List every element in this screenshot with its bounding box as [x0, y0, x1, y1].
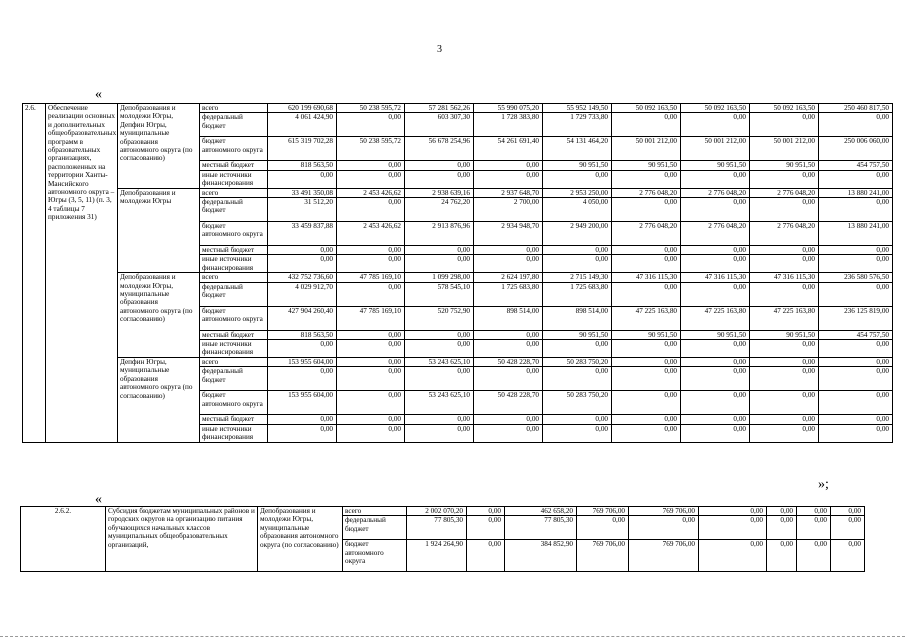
amount-cell: 0,00 — [337, 170, 405, 188]
amount-cell: 0,00 — [268, 246, 337, 255]
amount-cell: 53 243 625,10 — [405, 357, 474, 366]
amount-cell: 0,00 — [405, 161, 474, 170]
table-row — [21, 507, 905, 516]
amount-cell: 0,00 — [543, 415, 612, 424]
amount-cell: 0,00 — [681, 198, 750, 222]
amount-cell: 0,00 — [699, 507, 767, 516]
amount-cell: 0,00 — [819, 170, 893, 188]
amount-cell: 50 283 750,20 — [543, 357, 612, 366]
amount-cell: 1 725 683,80 — [474, 282, 543, 306]
amount-cell: 250 460 817,50 — [819, 104, 893, 113]
amount-cell: 0,00 — [405, 330, 474, 339]
amount-cell: 2 776 048,20 — [612, 222, 681, 246]
amount-cell: 0,00 — [681, 340, 750, 358]
amount-cell: 0,00 — [612, 198, 681, 222]
amount-cell: 0,00 — [337, 415, 405, 424]
amount-cell: 4 050,00 — [543, 198, 612, 222]
amount-cell: 0,00 — [268, 170, 337, 188]
amount-cell: 2 453 426,62 — [337, 188, 405, 197]
amount-cell: 0,00 — [612, 391, 681, 415]
amount-cell: 47 785 169,10 — [337, 273, 405, 282]
amount-cell: 0,00 — [337, 367, 405, 391]
amount-cell: 50 238 595,72 — [337, 104, 405, 113]
amount-cell: 4 061 424,90 — [268, 113, 337, 137]
amount-cell: 0,00 — [405, 367, 474, 391]
amount-cell: 0,00 — [797, 516, 831, 540]
amount-cell: 0,00 — [543, 255, 612, 273]
executor-cell: Депобразования и молодежи Югры, муниципальные образования автономного округа (по согласованию) — [118, 273, 200, 358]
amount-cell: 2 453 426,62 — [337, 222, 405, 246]
funding-source: иные источники финансирования — [200, 170, 268, 188]
funding-source: иные источники финансирования — [200, 424, 268, 442]
amount-cell: 50 092 163,50 — [681, 104, 750, 113]
table-row — [23, 273, 893, 282]
funding-source: местный бюджет — [200, 246, 268, 255]
amount-cell: 427 904 260,40 — [268, 306, 337, 330]
amount-cell: 620 199 690,68 — [268, 104, 337, 113]
amount-cell: 0,00 — [750, 170, 819, 188]
page-number: 3 — [437, 44, 442, 55]
amount-cell: 90 951,50 — [543, 330, 612, 339]
amount-cell: 54 131 464,20 — [543, 137, 612, 161]
amount-cell: 0,00 — [474, 330, 543, 339]
amount-cell: 0,00 — [405, 255, 474, 273]
amount-cell: 55 990 075,20 — [474, 104, 543, 113]
amount-cell: 0,00 — [405, 246, 474, 255]
amount-cell: 0,00 — [819, 424, 893, 442]
amount-cell: 0,00 — [268, 255, 337, 273]
amount-cell: 47 316 115,30 — [681, 273, 750, 282]
amount-cell: 0,00 — [767, 540, 797, 572]
amount-cell: 0,00 — [337, 255, 405, 273]
amount-cell: 0,00 — [819, 415, 893, 424]
amount-cell: 0,00 — [831, 516, 865, 540]
amount-cell: 0,00 — [767, 507, 797, 516]
amount-cell: 0,00 — [629, 516, 699, 540]
amount-cell: 0,00 — [612, 246, 681, 255]
amount-cell: 153 955 604,00 — [268, 391, 337, 415]
amount-cell: 454 757,50 — [819, 161, 893, 170]
opening-quote: « — [95, 87, 102, 102]
amount-cell: 153 955 604,00 — [268, 357, 337, 366]
amount-cell: 1 728 383,80 — [474, 113, 543, 137]
amount-cell: 0,00 — [750, 255, 819, 273]
amount-cell: 0,00 — [750, 357, 819, 366]
amount-cell: 2 624 197,80 — [474, 273, 543, 282]
funding-source: бюджет автономного округа — [200, 222, 268, 246]
amount-cell: 47 316 115,30 — [750, 273, 819, 282]
amount-cell: 0,00 — [467, 516, 505, 540]
amount-cell: 0,00 — [699, 516, 767, 540]
funding-source: федеральный бюджет — [343, 516, 407, 540]
amount-cell: 0,00 — [681, 415, 750, 424]
amount-cell: 0,00 — [612, 170, 681, 188]
amount-cell: 0,00 — [797, 540, 831, 572]
amount-cell: 50 001 212,00 — [750, 137, 819, 161]
amount-cell: 2 913 876,96 — [405, 222, 474, 246]
amount-cell: 0,00 — [750, 415, 819, 424]
amount-cell: 2 776 048,20 — [612, 188, 681, 197]
amount-cell: 90 951,50 — [750, 330, 819, 339]
amount-cell: 50 001 212,00 — [612, 137, 681, 161]
amount-cell: 0,00 — [819, 340, 893, 358]
amount-cell: 90 951,50 — [681, 330, 750, 339]
amount-cell: 0,00 — [337, 330, 405, 339]
amount-cell: 1 725 683,80 — [543, 282, 612, 306]
amount-cell: 2 776 048,20 — [681, 188, 750, 197]
amount-cell: 50 001 212,00 — [681, 137, 750, 161]
executor-cell: Депобразования и молодежи Югры — [118, 188, 200, 273]
amount-cell: 0,00 — [819, 246, 893, 255]
amount-cell: 0,00 — [337, 282, 405, 306]
amount-cell: 520 752,90 — [405, 306, 474, 330]
amount-cell: 615 319 702,28 — [268, 137, 337, 161]
amount-cell: 2 776 048,20 — [750, 188, 819, 197]
amount-cell: 0,00 — [337, 161, 405, 170]
amount-cell: 0,00 — [612, 357, 681, 366]
amount-cell: 56 678 254,96 — [405, 137, 474, 161]
bottom-scan-edge — [0, 636, 905, 637]
amount-cell: 77 805,30 — [505, 516, 577, 540]
amount-cell: 2 934 948,70 — [474, 222, 543, 246]
amount-cell: 1 729 733,80 — [543, 113, 612, 137]
amount-cell: 0,00 — [405, 415, 474, 424]
amount-cell: 0,00 — [767, 516, 797, 540]
table-row — [23, 357, 893, 366]
amount-cell: 454 757,50 — [819, 330, 893, 339]
amount-cell: 0,00 — [543, 424, 612, 442]
amount-cell: 0,00 — [681, 246, 750, 255]
amount-cell: 0,00 — [819, 282, 893, 306]
amount-cell: 2 776 048,20 — [750, 222, 819, 246]
amount-cell: 769 706,00 — [629, 540, 699, 572]
amount-cell: 50 428 228,70 — [474, 357, 543, 366]
amount-cell: 898 514,00 — [474, 306, 543, 330]
amount-cell: 90 951,50 — [681, 161, 750, 170]
amount-cell: 90 951,50 — [612, 161, 681, 170]
amount-cell: 33 459 837,88 — [268, 222, 337, 246]
amount-cell: 384 852,90 — [505, 540, 577, 572]
amount-cell: 769 706,00 — [577, 540, 629, 572]
funding-source: федеральный бюджет — [200, 113, 268, 137]
funding-source: всего — [343, 507, 407, 516]
amount-cell: 90 951,50 — [543, 161, 612, 170]
funding-source: бюджет автономного округа — [200, 306, 268, 330]
measure-name: Обеспечение реализации основных и дополнительных общеобразовательных программ в образовательных организациях, расположенных на территории Ханты-Мансийского автономного округа – Югры (3, 5, 11) (п. 3, 4 таблицы 7 приложения 31) — [46, 104, 118, 443]
budget-table-2-6 — [22, 103, 893, 443]
amount-cell: 0,00 — [337, 357, 405, 366]
executor-cell: Депобразования и молодежи Югры, муниципальные образования автономного округа (по согласованию) — [258, 507, 343, 572]
amount-cell: 250 006 060,00 — [819, 137, 893, 161]
amount-cell: 50 238 595,72 — [337, 137, 405, 161]
amount-cell: 0,00 — [474, 246, 543, 255]
amount-cell: 0,00 — [750, 391, 819, 415]
amount-cell: 77 805,30 — [407, 516, 467, 540]
amount-cell: 0,00 — [474, 415, 543, 424]
amount-cell: 0,00 — [612, 424, 681, 442]
amount-cell: 0,00 — [750, 367, 819, 391]
amount-cell: 2 937 648,70 — [474, 188, 543, 197]
amount-cell: 0,00 — [831, 507, 865, 516]
amount-cell: 0,00 — [268, 340, 337, 358]
amount-cell: 898 514,00 — [543, 306, 612, 330]
amount-cell: 236 125 819,00 — [819, 306, 893, 330]
funding-source: бюджет автономного округа — [343, 540, 407, 572]
table-row — [23, 104, 893, 113]
amount-cell: 2 949 200,00 — [543, 222, 612, 246]
amount-cell: 0,00 — [543, 367, 612, 391]
amount-cell: 0,00 — [474, 161, 543, 170]
funding-source: бюджет автономного округа — [200, 137, 268, 161]
funding-source: всего — [200, 357, 268, 366]
budget-table-2-6-2 — [20, 506, 905, 572]
amount-cell: 769 706,00 — [629, 507, 699, 516]
amount-cell: 0,00 — [750, 246, 819, 255]
amount-cell: 818 563,50 — [268, 330, 337, 339]
amount-cell: 0,00 — [577, 516, 629, 540]
amount-cell: 0,00 — [543, 246, 612, 255]
funding-source: местный бюджет — [200, 161, 268, 170]
amount-cell: 0,00 — [681, 113, 750, 137]
amount-cell: 432 752 736,60 — [268, 273, 337, 282]
amount-cell: 0,00 — [750, 424, 819, 442]
amount-cell: 0,00 — [543, 170, 612, 188]
funding-source: местный бюджет — [200, 330, 268, 339]
amount-cell: 0,00 — [819, 255, 893, 273]
amount-cell: 818 563,50 — [268, 161, 337, 170]
amount-cell: 13 880 241,00 — [819, 188, 893, 197]
amount-cell: 2 715 149,30 — [543, 273, 612, 282]
amount-cell: 0,00 — [337, 246, 405, 255]
amount-cell: 462 658,20 — [505, 507, 577, 516]
amount-cell: 0,00 — [819, 367, 893, 391]
amount-cell: 90 951,50 — [612, 330, 681, 339]
closing-quote: »; — [818, 477, 829, 492]
funding-source: всего — [200, 104, 268, 113]
amount-cell: 0,00 — [819, 198, 893, 222]
amount-cell: 0,00 — [612, 415, 681, 424]
amount-cell: 0,00 — [612, 367, 681, 391]
amount-cell: 2 953 250,00 — [543, 188, 612, 197]
executor-cell: Депобразования и молодежи Югры, Депфин Югры, муниципальные образования автономного округа (по согласованию) — [118, 104, 200, 189]
amount-cell: 0,00 — [750, 282, 819, 306]
amount-cell: 0,00 — [474, 255, 543, 273]
amount-cell: 0,00 — [797, 507, 831, 516]
amount-cell: 0,00 — [467, 507, 505, 516]
amount-cell: 57 281 562,26 — [405, 104, 474, 113]
table-row — [23, 188, 893, 197]
amount-cell: 0,00 — [819, 357, 893, 366]
amount-cell: 0,00 — [474, 367, 543, 391]
amount-cell: 0,00 — [750, 113, 819, 137]
amount-cell: 31 512,20 — [268, 198, 337, 222]
amount-cell: 0,00 — [337, 340, 405, 358]
amount-cell: 2 002 070,20 — [407, 507, 467, 516]
amount-cell: 50 092 163,50 — [612, 104, 681, 113]
amount-cell: 0,00 — [612, 255, 681, 273]
executor-cell: Депфин Югры, муниципальные образования автономного округа (по согласованию) — [118, 357, 200, 442]
amount-cell: 0,00 — [268, 424, 337, 442]
amount-cell: 1 924 264,90 — [407, 540, 467, 572]
funding-source: бюджет автономного округа — [200, 391, 268, 415]
amount-cell: 4 029 912,70 — [268, 282, 337, 306]
row-number: 2.6. — [23, 104, 46, 443]
amount-cell: 0,00 — [699, 540, 767, 572]
amount-cell: 0,00 — [337, 113, 405, 137]
amount-cell: 90 951,50 — [750, 161, 819, 170]
amount-cell: 0,00 — [612, 340, 681, 358]
amount-cell: 47 316 115,30 — [612, 273, 681, 282]
amount-cell: 0,00 — [467, 540, 505, 572]
amount-cell: 0,00 — [681, 255, 750, 273]
amount-cell: 0,00 — [474, 170, 543, 188]
amount-cell: 236 580 576,50 — [819, 273, 893, 282]
amount-cell: 50 092 163,50 — [750, 104, 819, 113]
amount-cell: 0,00 — [681, 357, 750, 366]
amount-cell: 47 225 163,80 — [681, 306, 750, 330]
amount-cell: 47 225 163,80 — [750, 306, 819, 330]
amount-cell: 0,00 — [681, 170, 750, 188]
amount-cell: 0,00 — [405, 170, 474, 188]
funding-source: всего — [200, 273, 268, 282]
amount-cell: 0,00 — [474, 340, 543, 358]
funding-source: федеральный бюджет — [200, 367, 268, 391]
amount-cell: 54 261 691,40 — [474, 137, 543, 161]
amount-cell: 0,00 — [612, 113, 681, 137]
amount-cell: 2 776 048,20 — [681, 222, 750, 246]
amount-cell: 0,00 — [681, 367, 750, 391]
amount-cell: 0,00 — [831, 540, 865, 572]
funding-source: федеральный бюджет — [200, 282, 268, 306]
amount-cell: 55 952 149,50 — [543, 104, 612, 113]
amount-cell: 33 491 350,08 — [268, 188, 337, 197]
amount-cell: 0,00 — [474, 424, 543, 442]
amount-cell: 0,00 — [750, 340, 819, 358]
amount-cell: 0,00 — [337, 198, 405, 222]
amount-cell: 1 099 298,00 — [405, 273, 474, 282]
amount-cell: 2 700,00 — [474, 198, 543, 222]
amount-cell: 47 785 169,10 — [337, 306, 405, 330]
amount-cell: 0,00 — [819, 113, 893, 137]
opening-quote-2: « — [95, 492, 102, 507]
amount-cell: 0,00 — [337, 391, 405, 415]
funding-source: иные источники финансирования — [200, 255, 268, 273]
funding-source: иные источники финансирования — [200, 340, 268, 358]
amount-cell: 0,00 — [750, 198, 819, 222]
amount-cell: 0,00 — [681, 282, 750, 306]
amount-cell: 0,00 — [681, 391, 750, 415]
amount-cell: 0,00 — [612, 282, 681, 306]
amount-cell: 0,00 — [681, 424, 750, 442]
measure-name: Субсидия бюджетам муниципальных районов и городских округов на организацию питания обучающихся начальных классов муниципальных общеобразовательных организаций, — [106, 507, 258, 572]
amount-cell: 47 225 163,80 — [612, 306, 681, 330]
amount-cell: 0,00 — [543, 340, 612, 358]
row-number: 2.6.2. — [21, 507, 106, 572]
amount-cell: 769 706,00 — [577, 507, 629, 516]
amount-cell: 0,00 — [268, 367, 337, 391]
amount-cell: 0,00 — [405, 424, 474, 442]
funding-source: всего — [200, 188, 268, 197]
amount-cell: 24 762,20 — [405, 198, 474, 222]
amount-cell: 50 428 228,70 — [474, 391, 543, 415]
amount-cell: 0,00 — [405, 340, 474, 358]
funding-source: местный бюджет — [200, 415, 268, 424]
amount-cell: 53 243 625,10 — [405, 391, 474, 415]
amount-cell: 578 545,10 — [405, 282, 474, 306]
amount-cell: 0,00 — [268, 415, 337, 424]
amount-cell: 13 880 241,00 — [819, 222, 893, 246]
amount-cell: 0,00 — [819, 391, 893, 415]
funding-source: федеральный бюджет — [200, 198, 268, 222]
amount-cell: 2 938 639,16 — [405, 188, 474, 197]
amount-cell: 50 283 750,20 — [543, 391, 612, 415]
amount-cell: 0,00 — [337, 424, 405, 442]
amount-cell: 603 307,30 — [405, 113, 474, 137]
